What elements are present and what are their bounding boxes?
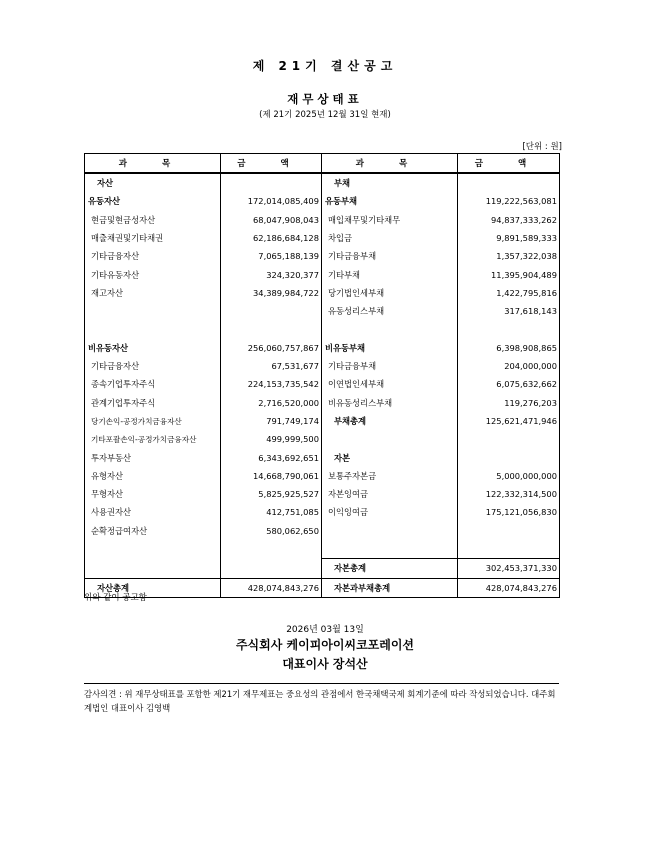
amount-cell: 5,825,925,527 — [221, 485, 322, 503]
audit-opinion: 감사의견 : 위 재무상태표를 포함한 제21기 재무제표는 중요성의 관점에서 한국채택국제 회계기준에 따라 작성되었습니다. 대주회계법인 대표이사 김영백 — [84, 689, 556, 713]
amount-cell: 94,837,333,262 — [458, 211, 560, 229]
notice-title: 제 21기 결산공고 — [252, 59, 398, 73]
amount-cell — [221, 173, 322, 192]
table-row — [85, 357, 560, 375]
amount-cell: 224,153,735,542 — [221, 375, 322, 393]
account-cell: 기타금융자산 — [85, 247, 221, 265]
amount-cell: 68,047,908,043 — [221, 211, 322, 229]
currency-unit: [단위 : 원] — [522, 142, 562, 152]
account-cell — [85, 559, 221, 578]
amount-cell: 125,621,471,946 — [458, 412, 560, 430]
table-row — [85, 430, 560, 448]
account-cell — [85, 302, 221, 320]
table-row — [85, 211, 560, 229]
account-cell: 관계기업투자주식 — [85, 394, 221, 412]
amount-cell — [458, 320, 560, 338]
amount-cell — [458, 448, 560, 466]
account-cell: 기타부채 — [322, 265, 458, 283]
statement-period: (제 21기 2025년 12월 31일 현재) — [259, 110, 391, 120]
account-cell: 부채 — [322, 173, 458, 192]
table-row — [85, 320, 560, 338]
divider — [84, 683, 559, 684]
table-row — [85, 302, 560, 320]
account-cell: 당기손익-공정가치금융자산 — [85, 412, 221, 430]
account-cell: 비유동성리스부채 — [322, 394, 458, 412]
amount-cell — [458, 522, 560, 540]
table-row — [85, 522, 560, 540]
account-cell: 비유동부채 — [322, 339, 458, 357]
account-cell — [322, 430, 458, 448]
amount-cell: 428,074,843,276 — [221, 578, 322, 597]
table-row — [85, 247, 560, 265]
amount-cell: 317,618,143 — [458, 302, 560, 320]
account-cell: 사용권자산 — [85, 503, 221, 521]
account-cell: 이연법인세부채 — [322, 375, 458, 393]
balance-sheet-table — [84, 153, 560, 598]
amount-cell — [221, 320, 322, 338]
amount-cell — [458, 430, 560, 448]
amount-cell: 34,389,984,722 — [221, 284, 322, 302]
amount-cell: 580,062,650 — [221, 522, 322, 540]
table-row — [85, 467, 560, 485]
table-header-row — [85, 154, 560, 174]
amount-cell: 499,999,500 — [221, 430, 322, 448]
table-row — [85, 192, 560, 210]
account-cell: 이익잉여금 — [322, 503, 458, 521]
company-name: 주식회사 케이피아이씨코포레이션 — [235, 638, 415, 652]
amount-cell: 62,186,684,128 — [221, 229, 322, 247]
account-cell: 유동부채 — [322, 192, 458, 210]
notice-statement: 위와 같이 공고함 — [84, 593, 147, 603]
table-row — [85, 485, 560, 503]
header-liability-amount: 금 액 — [458, 154, 560, 174]
account-cell: 기타금융부채 — [322, 247, 458, 265]
table-row — [85, 559, 560, 578]
table-row — [85, 173, 560, 192]
account-cell: 비유동자산 — [85, 339, 221, 357]
amount-cell: 302,453,371,330 — [458, 559, 560, 578]
amount-cell: 428,074,843,276 — [458, 578, 560, 597]
header-liability-account: 과 목 — [322, 154, 458, 174]
table-row — [85, 375, 560, 393]
amount-cell: 2,716,520,000 — [221, 394, 322, 412]
amount-cell: 324,320,377 — [221, 265, 322, 283]
account-cell: 자산 — [85, 173, 221, 192]
account-cell: 투자부동산 — [85, 448, 221, 466]
account-cell: 기타금융자산 — [85, 357, 221, 375]
amount-cell — [458, 540, 560, 559]
account-cell: 현금및현금성자산 — [85, 211, 221, 229]
account-cell: 차입금 — [322, 229, 458, 247]
account-cell — [322, 320, 458, 338]
amount-cell: 11,395,904,489 — [458, 265, 560, 283]
amount-cell — [458, 173, 560, 192]
amount-cell: 172,014,085,409 — [221, 192, 322, 210]
account-cell: 종속기업투자주식 — [85, 375, 221, 393]
table-row — [85, 412, 560, 430]
account-cell: 유동자산 — [85, 192, 221, 210]
account-cell: 기타금융부채 — [322, 357, 458, 375]
account-cell: 매입채무및기타채무 — [322, 211, 458, 229]
table-row — [85, 394, 560, 412]
amount-cell: 6,343,692,651 — [221, 448, 322, 466]
amount-cell: 14,668,790,061 — [221, 467, 322, 485]
amount-cell: 412,751,085 — [221, 503, 322, 521]
amount-cell: 5,000,000,000 — [458, 467, 560, 485]
account-cell — [85, 540, 221, 559]
table-row — [85, 578, 560, 597]
account-cell: 순확정급여자산 — [85, 522, 221, 540]
table-row — [85, 339, 560, 357]
header-asset-account: 과 목 — [85, 154, 221, 174]
account-cell: 유형자산 — [85, 467, 221, 485]
amount-cell: 7,065,188,139 — [221, 247, 322, 265]
amount-cell: 122,332,314,500 — [458, 485, 560, 503]
ceo-name: 대표이사 장석산 — [282, 657, 368, 671]
account-cell — [322, 540, 458, 559]
account-cell: 매출채권및기타채권 — [85, 229, 221, 247]
notice-date: 2026년 03월 13일 — [286, 625, 364, 635]
account-cell: 부채총계 — [322, 412, 458, 430]
account-cell: 재고자산 — [85, 284, 221, 302]
statement-title: 재무상태표 — [287, 92, 363, 106]
table-row — [85, 265, 560, 283]
table-row — [85, 540, 560, 559]
account-cell: 무형자산 — [85, 485, 221, 503]
table-row — [85, 503, 560, 521]
amount-cell: 119,222,563,081 — [458, 192, 560, 210]
header-asset-amount: 금 액 — [221, 154, 322, 174]
account-cell: 기타포괄손익-공정가치금융자산 — [85, 430, 221, 448]
amount-cell: 256,060,757,867 — [221, 339, 322, 357]
amount-cell: 1,357,322,038 — [458, 247, 560, 265]
amount-cell: 1,422,795,816 — [458, 284, 560, 302]
amount-cell — [221, 302, 322, 320]
amount-cell: 175,121,056,830 — [458, 503, 560, 521]
account-cell — [322, 522, 458, 540]
account-cell: 당기법인세부채 — [322, 284, 458, 302]
account-cell: 보통주자본금 — [322, 467, 458, 485]
account-cell: 기타유동자산 — [85, 265, 221, 283]
amount-cell: 9,891,589,333 — [458, 229, 560, 247]
amount-cell — [221, 540, 322, 559]
table-body — [85, 173, 560, 597]
table-row — [85, 284, 560, 302]
account-cell: 유동성리스부채 — [322, 302, 458, 320]
table-row — [85, 448, 560, 466]
account-cell: 자산총계 — [85, 578, 221, 597]
amount-cell: 67,531,677 — [221, 357, 322, 375]
account-cell: 자본과부채총계 — [322, 578, 458, 597]
table-row — [85, 229, 560, 247]
amount-cell — [221, 559, 322, 578]
amount-cell: 791,749,174 — [221, 412, 322, 430]
amount-cell: 119,276,203 — [458, 394, 560, 412]
amount-cell: 204,000,000 — [458, 357, 560, 375]
account-cell: 자본총계 — [322, 559, 458, 578]
amount-cell: 6,398,908,865 — [458, 339, 560, 357]
amount-cell: 6,075,632,662 — [458, 375, 560, 393]
account-cell: 자본잉여금 — [322, 485, 458, 503]
account-cell: 자본 — [322, 448, 458, 466]
account-cell — [85, 320, 221, 338]
